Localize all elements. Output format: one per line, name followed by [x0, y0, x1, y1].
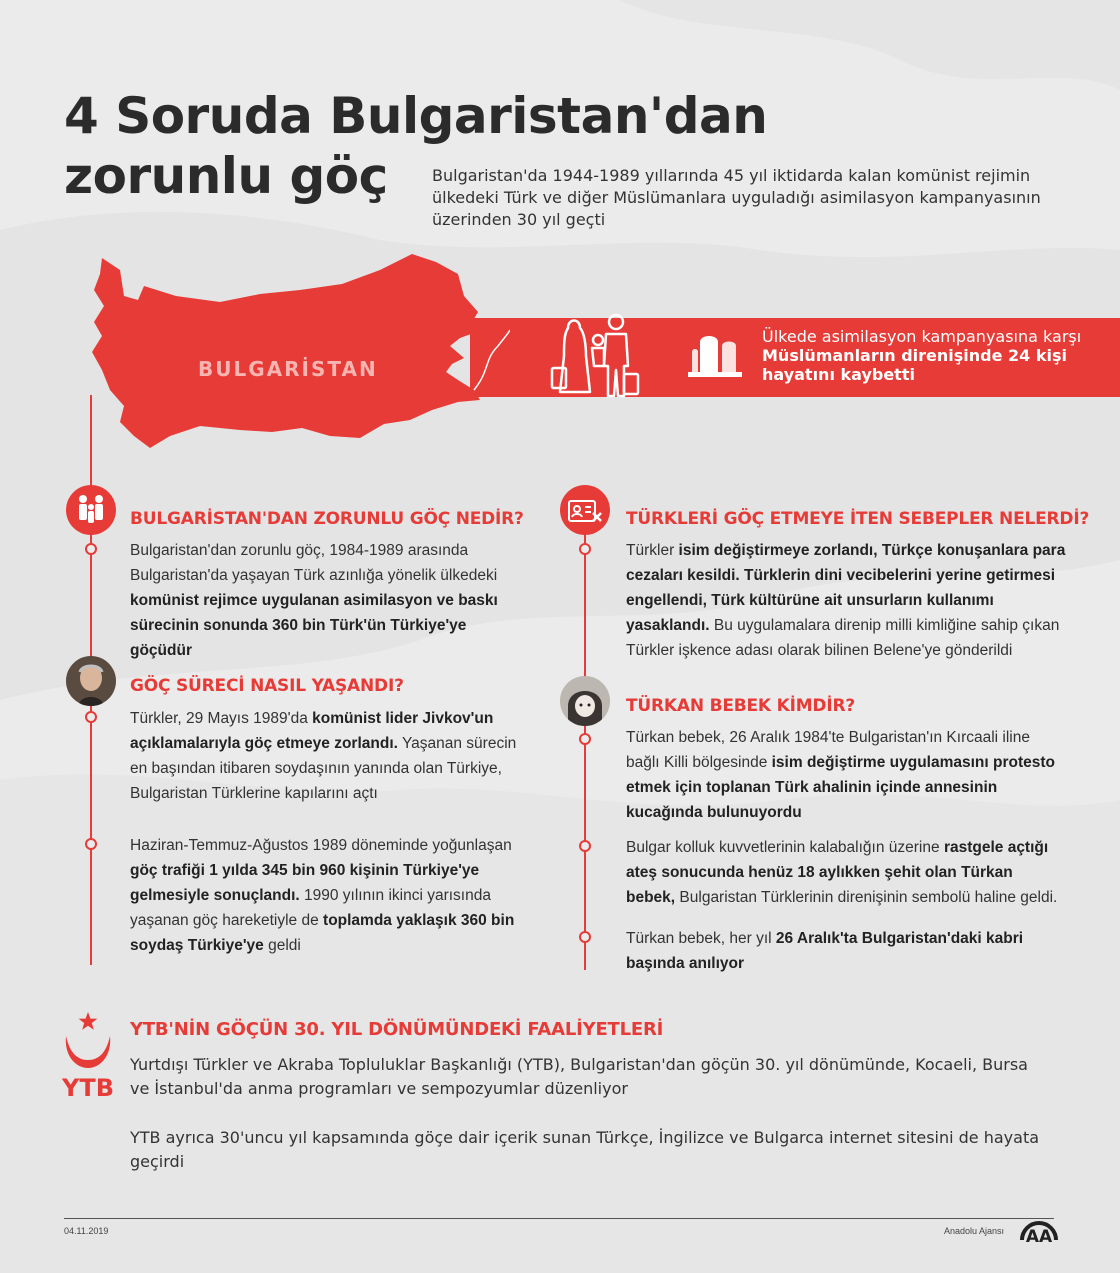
- text: Türkan bebek, her yıl: [626, 930, 776, 947]
- text-bold: rastgele açtığı ateş sonucunda henüz 18 aylıkken şehit olan Türkan bebek,: [626, 839, 1049, 906]
- text: Türkan bebek, 26 Aralık 1984'te Bulgaristan'ın Kırcaali iline bağlı Killi bölgesinde: [626, 729, 1030, 771]
- footer-date: 04.11.2019: [64, 1226, 109, 1236]
- footer-divider: [64, 1218, 1054, 1219]
- timeline-dot: [579, 733, 591, 745]
- timeline-dot: [579, 543, 591, 555]
- text: geldi: [263, 937, 301, 954]
- text: 1990 yılının ikinci yarısında yaşanan göç hareketiyle de: [130, 887, 491, 929]
- paragraph-ytb-2: YTB ayrıca 30'uncu yıl kapsamında göçe dair içerik sunan Türkçe, İngilizce ve Bulgarca internet sitesini de hayata geçirdi: [130, 1128, 1040, 1171]
- paragraph-q2-1: [130, 706, 520, 806]
- ytb-logo: [60, 1010, 116, 1100]
- page-subtitle: Bulgaristan'da 1944-1989 yıllarında 45 yıl iktidarda kalan komünist rejimin ülkedeki Türk ve diğer Müslümanlara uyguladığı asimilasyon kampanyasının üzerinden 30 yıl geçti: [432, 166, 1041, 229]
- banner-text-bold: Müslümanların direnişinde 24 kişi hayatını kaybetti: [762, 346, 1067, 384]
- text: Bu uygulamalara direnip milli kimliğine sahip çıkan Türkler işkence adası olarak bilinen Belene'ye gönderildi: [626, 617, 1060, 659]
- text: Bulgaristan'dan zorunlu göç, 1984-1989 arasında Bulgaristan'da yaşayan Türk azınlığa yönelik ülkedeki: [130, 542, 498, 584]
- text-bold: 26 Aralık'ta Bulgaristan'daki kabri başında anılıyor: [626, 930, 1024, 972]
- map-label: BULGARİSTAN: [198, 357, 378, 381]
- heading-q2: GÖÇ SÜRECİ NASIL YAŞANDI?: [130, 676, 404, 696]
- paragraph-q1: [130, 538, 530, 663]
- title-line-1: 4 Soruda Bulgaristan'dan: [64, 87, 768, 145]
- timeline-dot: [85, 838, 97, 850]
- paragraph-q4-2: [626, 835, 1066, 910]
- right-timeline-line: [584, 530, 586, 970]
- id-card-icon: [560, 485, 610, 535]
- paragraph-ytb-1: Yurtdışı Türkler ve Akraba Topluluklar Başkanlığı (YTB), Bulgaristan'dan göçün 30. yıl dönümünde, Kocaeli, Bursa ve İstanbul'da anma programları ve sempozyumlar düzenliyor: [130, 1055, 1028, 1098]
- text: Haziran-Temmuz-Ağustos 1989 döneminde yoğunlaşan: [130, 837, 512, 854]
- text: Türkler, 29 Mayıs 1989'da: [130, 710, 313, 727]
- timeline-dot: [579, 931, 591, 943]
- text: Bulgaristan Türklerinin direnişinin sembolü haline geldi.: [675, 889, 1058, 906]
- text-bold: isim değiştirmeye zorlandı, Türkçe konuşanlara para cezaları kesildi. Türklerin dini vecibelerini yerine getirmesi engellendi, Türk kültürüne ait unsurların kullanımı yasaklandı.: [626, 542, 1066, 634]
- heading-q1: BULGARİSTAN'DAN ZORUNLU GÖÇ NEDİR?: [130, 509, 524, 529]
- jivkov-portrait-icon: [66, 656, 116, 706]
- timeline-dot: [85, 543, 97, 555]
- ytb-logo-text: YTB: [61, 1074, 115, 1100]
- text-bold: komünist lider Jivkov'un açıklamalarıyla göç etmeye zorlandı.: [130, 710, 494, 752]
- text: Türkler: [626, 542, 679, 559]
- anadolu-ajansi-logo: [1016, 1206, 1062, 1246]
- heading-q4: TÜRKAN BEBEK KİMDİR?: [626, 696, 856, 716]
- turkan-baby-portrait-icon: [560, 676, 610, 726]
- bulgaria-map: [80, 240, 510, 460]
- gravestone-icon: [686, 332, 746, 380]
- text-bold: isim değiştirme uygulamasını protesto etmek için toplanan Türk ahalinin içinde annesinin kucağında bulunuyordu: [626, 754, 1055, 821]
- heading-ytb: YTB'NİN GÖÇÜN 30. YIL DÖNÜMÜNDEKİ FAALİYETLERİ: [130, 1019, 664, 1040]
- text-bold: göç trafiği 1 yılda 345 bin 960 kişinin Türkiye'ye gelmesiyle sonuçlandı.: [130, 862, 480, 904]
- paragraph-q4-3: [626, 926, 1066, 976]
- title-line-2: zorunlu göç: [64, 147, 388, 205]
- banner-text-plain: Ülkede asimilasyon kampanyasına karşı: [762, 327, 1082, 346]
- text-bold: komünist rejimce uygulanan asimilasyon ve baskı sürecinin sonunda 360 bin Türk'ün Türkiye'ye göçüdür: [130, 592, 498, 659]
- paragraph-q4-1: [626, 725, 1066, 825]
- aa-logo-text: AA: [1025, 1227, 1053, 1246]
- family-group-icon: [66, 485, 116, 535]
- text: Bulgar kolluk kuvvetlerinin kalabalığın üzerine: [626, 839, 944, 856]
- paragraph-q3: [626, 538, 1066, 663]
- text: Yaşanan sürecin en başından itibaren soydaşının yanında olan Türkiye, Bulgaristan Türklerine kapılarını açtı: [130, 735, 517, 802]
- text-bold: toplamda yaklaşık 360 bin soydaş Türkiye'ye: [130, 912, 515, 954]
- timeline-dot: [579, 840, 591, 852]
- migrant-family-icon: [540, 300, 650, 410]
- banner-text: [762, 327, 1102, 384]
- footer-source: Anadolu Ajansı: [944, 1226, 1005, 1236]
- heading-q3: TÜRKLERİ GÖÇ ETMEYE İTEN SEBEPLER NELERDİ?: [626, 509, 1090, 529]
- timeline-dot: [85, 711, 97, 723]
- paragraph-q2-2: [130, 833, 520, 958]
